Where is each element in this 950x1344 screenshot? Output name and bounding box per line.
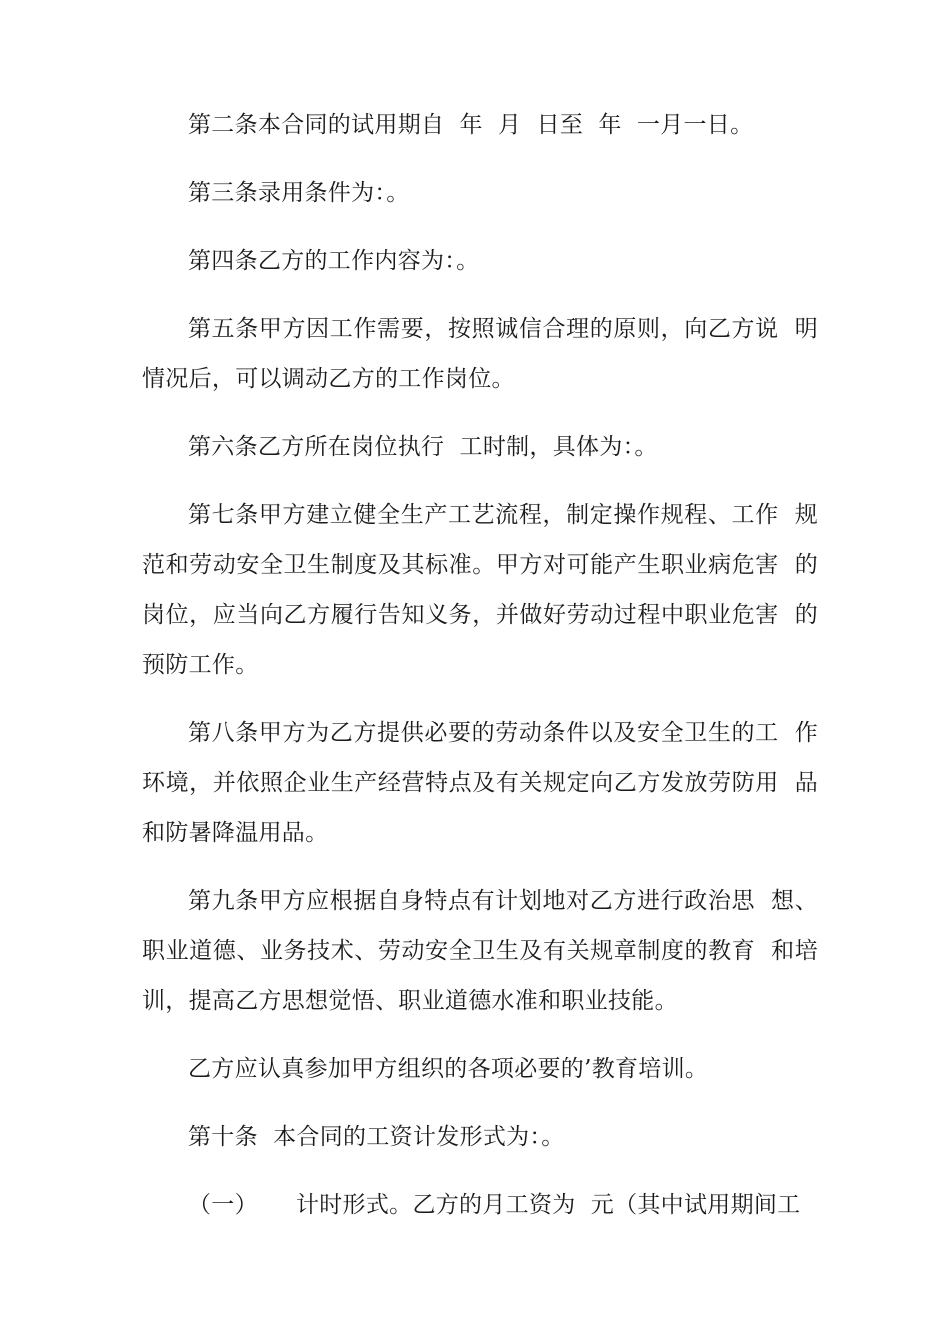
article-4-job-content: 第四条乙方的工作内容为：。 — [188, 248, 480, 274]
article-3-hiring-conditions: 第三条录用条件为：。 — [188, 180, 410, 206]
wage-item-1-time-based: （一） 计时形式。乙方的月工资为 元（其中试用期间工 — [188, 1192, 801, 1218]
article-6-working-hours: 第六条乙方所在岗位执行 工时制，具体为：。 — [188, 434, 658, 460]
article-5-job-transfer: 第五条甲方因工作需要，按照诚信合理的原则，向乙方说 明情况后，可以调动乙方的工作岗位。 — [142, 316, 818, 392]
document-page — [142, 100, 818, 1230]
article-10-wage-form: 第十条 本合同的工资计发形式为：。 — [188, 1124, 565, 1150]
article-7-safety-procedures: 第七条甲方建立健全生产工艺流程，制定操作规程、工作 规范和劳动安全卫生制度及其标准。甲方对可能产生职业病危害 的岗位，应当向乙方履行告知义务，并做好劳动过程中职业危害 的预防工作。 — [142, 502, 818, 678]
article-9-training: 第九条甲方应根据自身特点有计划地对乙方进行政治思 想、职业道德、业务技术、劳动安全卫生及有关规章制度的教育 和培训，提高乙方思想觉悟、职业道德水准和职业技能。 — [142, 888, 818, 1014]
training-participation: 乙方应认真参加甲方组织的各项必要的’教育培训。 — [188, 1056, 709, 1082]
article-8-working-conditions: 第八条甲方为乙方提供必要的劳动条件以及安全卫生的工 作环境，并依照企业生产经营特点及有关规定向乙方发放劳防用 品和防暑降温用品。 — [142, 720, 818, 846]
article-2-probation: 第二条本合同的试用期自 年 月 日至 年 一月一日。 — [188, 112, 754, 138]
